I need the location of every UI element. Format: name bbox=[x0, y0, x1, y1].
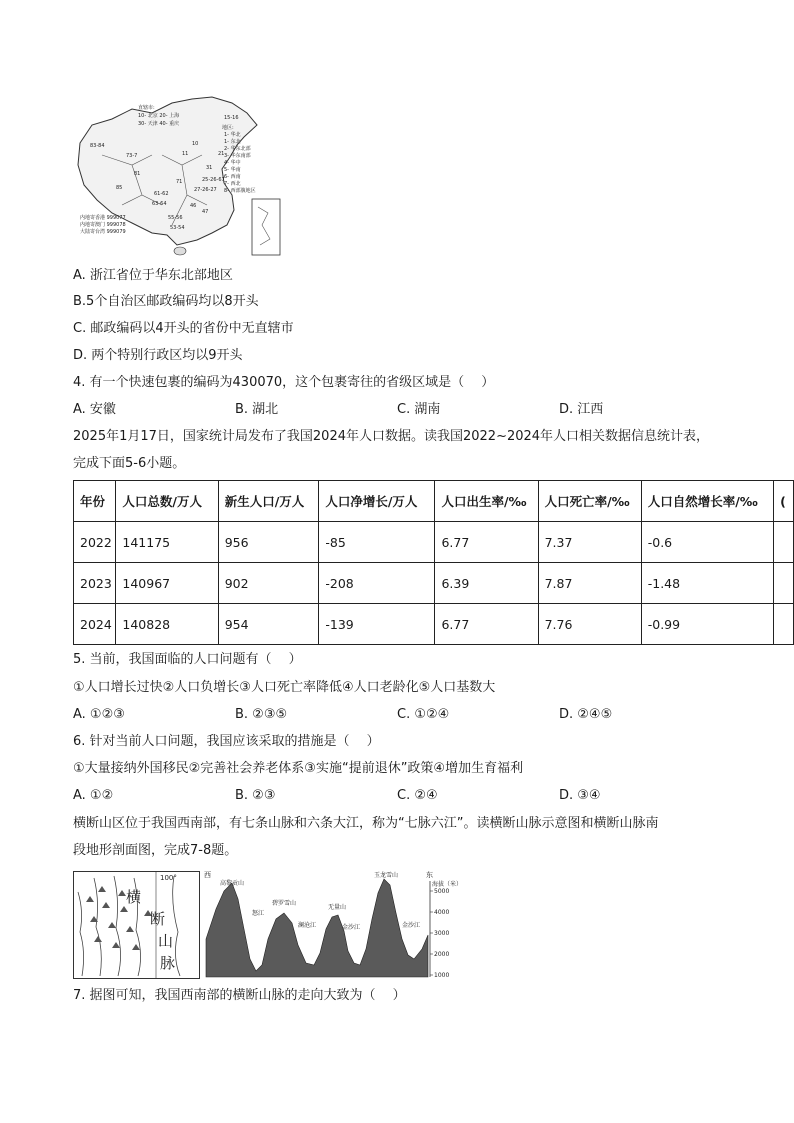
q3-option-a: A. 浙江省位于华东北部地区 bbox=[73, 268, 233, 283]
q5-option-c: C. ①②④ bbox=[397, 707, 450, 722]
svg-text:21: 21 bbox=[218, 151, 225, 157]
q3-option-c: C. 邮政编码以4开头的省份中无直辖市 bbox=[73, 321, 294, 336]
label-heng: 横 bbox=[126, 888, 142, 906]
label-shan: 山 bbox=[158, 932, 174, 950]
svg-text:大陆寄台湾 999079: 大陆寄台湾 999079 bbox=[80, 229, 126, 235]
table-cell: -85 bbox=[319, 522, 435, 563]
tick-label: 2000 bbox=[434, 951, 450, 958]
table-cell: -1.48 bbox=[641, 563, 773, 604]
label-mai: 脉 bbox=[160, 954, 176, 972]
peak-label-gaoligong: 高黎贡山 bbox=[220, 880, 245, 887]
tick-label: 3000 bbox=[434, 930, 450, 937]
q6-option-d: D. ③④ bbox=[559, 788, 601, 803]
svg-text:61-62: 61-62 bbox=[154, 191, 169, 197]
legend-cities-title: 直辖市: bbox=[138, 105, 155, 111]
terrain-profile-svg bbox=[202, 869, 464, 981]
svg-text:81: 81 bbox=[134, 171, 141, 177]
intro-5-6-line1: 2025年1月17日，国家统计局发布了我国2024年人口数据。读我国2022~2024年人口相关数据信息统计表， bbox=[73, 429, 710, 444]
svg-text:55-56: 55-56 bbox=[168, 215, 183, 221]
table-cell: 2022 bbox=[74, 522, 116, 563]
table-header: 年份 bbox=[74, 481, 116, 522]
river-label-jinsha-2: 金沙江 bbox=[402, 922, 421, 929]
west-label: 西 bbox=[204, 871, 211, 879]
table-header: 人口总数/万人 bbox=[116, 481, 218, 522]
table-cell: 140967 bbox=[116, 563, 218, 604]
svg-text:83-84: 83-84 bbox=[90, 143, 105, 149]
table-row bbox=[74, 563, 794, 604]
svg-text:63-64: 63-64 bbox=[152, 201, 167, 207]
river-label-jinsha-1: 金沙江 bbox=[342, 924, 361, 931]
table-cell: -0.99 bbox=[641, 604, 773, 645]
svg-text:15-16: 15-16 bbox=[224, 115, 239, 121]
table-cell: 140828 bbox=[116, 604, 218, 645]
terrain-profile bbox=[202, 869, 464, 981]
table-cell: 7.76 bbox=[538, 604, 641, 645]
river-label-nujiang: 怒江 bbox=[252, 910, 265, 917]
hengduan-map bbox=[73, 871, 200, 979]
svg-text:71: 71 bbox=[176, 179, 183, 185]
table-cell: 6.77 bbox=[435, 522, 538, 563]
svg-text:73-7: 73-7 bbox=[126, 153, 138, 159]
peak-label-yulong: 玉龙雪山 bbox=[374, 872, 399, 879]
svg-text:11: 11 bbox=[182, 151, 189, 157]
q4-option-d: D. 江西 bbox=[559, 402, 604, 417]
table-row bbox=[74, 522, 794, 563]
svg-text:47: 47 bbox=[202, 209, 209, 215]
altitude-axis-title: 海拔（米） bbox=[432, 881, 463, 888]
table-cell: 954 bbox=[218, 604, 319, 645]
table-row bbox=[74, 604, 794, 645]
legend-cities-line2: 30- 天津 40- 重庆 bbox=[138, 121, 180, 127]
table-header: 人口死亡率/‰ bbox=[538, 481, 641, 522]
table-cell bbox=[774, 522, 794, 563]
intro-7-8-line2: 段地形剖面图，完成7-8题。 bbox=[73, 843, 238, 858]
q5-option-b: B. ②③⑤ bbox=[235, 707, 288, 722]
svg-text:6- 西南: 6- 西南 bbox=[224, 174, 241, 180]
tick-label: 5000 bbox=[434, 888, 450, 895]
table-cell bbox=[774, 604, 794, 645]
q4-option-b: B. 湖北 bbox=[235, 402, 279, 417]
q5-items: ①人口增长过快②人口负增长③人口死亡率降低④人口老龄化⑤人口基数大 bbox=[73, 680, 496, 695]
tick-label: 1000 bbox=[434, 972, 450, 979]
china-map-svg bbox=[72, 95, 288, 261]
svg-text:8- 西部腹地区: 8- 西部腹地区 bbox=[224, 188, 256, 194]
svg-text:53-54: 53-54 bbox=[170, 225, 185, 231]
svg-text:7- 西北: 7- 西北 bbox=[224, 181, 241, 187]
table-cell: 902 bbox=[218, 563, 319, 604]
table-cell: 6.39 bbox=[435, 563, 538, 604]
tick-label: 4000 bbox=[434, 909, 450, 916]
table-header-row bbox=[74, 481, 794, 522]
q3-option-b: B.5个自治区邮政编码均以8开头 bbox=[73, 294, 259, 309]
east-label: 东 bbox=[426, 871, 433, 879]
svg-text:85: 85 bbox=[116, 185, 123, 191]
table-cell bbox=[774, 563, 794, 604]
svg-text:1- 东北: 1- 东北 bbox=[224, 139, 241, 145]
svg-text:31: 31 bbox=[206, 165, 213, 171]
q6-option-a: A. ①② bbox=[73, 788, 114, 803]
label-duan: 断 bbox=[150, 910, 166, 928]
peak-label-biluo: 碧罗雪山 bbox=[272, 900, 297, 907]
intro-5-6-line2: 完成下面5-6小题。 bbox=[73, 456, 186, 471]
table-cell: -139 bbox=[319, 604, 435, 645]
table-cell: 2024 bbox=[74, 604, 116, 645]
table-cell: -0.6 bbox=[641, 522, 773, 563]
svg-text:27-26-27: 27-26-27 bbox=[194, 187, 217, 193]
svg-text:2- 华东北部: 2- 华东北部 bbox=[224, 146, 251, 152]
q5-stem: 5. 当前，我国面临的人口问题有（ ） bbox=[73, 652, 302, 667]
table-header: 人口净增长/万人 bbox=[319, 481, 435, 522]
q5-option-a: A. ①②③ bbox=[73, 707, 125, 722]
q7-stem: 7. 据图可知，我国西南部的横断山脉的走向大致为（ ） bbox=[73, 988, 406, 1003]
svg-text:1- 华北: 1- 华北 bbox=[224, 132, 241, 138]
svg-text:地区:: 地区: bbox=[222, 125, 234, 131]
peak-label-wuliang: 无量山 bbox=[328, 904, 347, 911]
svg-text:5- 华南: 5- 华南 bbox=[224, 167, 241, 173]
table-cell: 7.87 bbox=[538, 563, 641, 604]
q4-stem: 4. 有一个快速包裹的编码为430070，这个包裹寄往的省级区域是（ ） bbox=[73, 375, 495, 390]
table-cell: -208 bbox=[319, 563, 435, 604]
svg-text:25-26-67: 25-26-67 bbox=[202, 177, 225, 183]
terrain-silhouette bbox=[206, 879, 428, 977]
table-header: 人口出生率/‰ bbox=[435, 481, 538, 522]
table-cell: 141175 bbox=[116, 522, 218, 563]
table-header: ( bbox=[774, 481, 794, 522]
table-cell: 7.37 bbox=[538, 522, 641, 563]
table-header: 新生人口/万人 bbox=[218, 481, 319, 522]
q3-option-d: D. 两个特别行政区均以9开头 bbox=[73, 348, 243, 363]
q6-items: ①大量接纳外国移民②完善社会养老体系③实施“提前退休”政策④增加生育福利 bbox=[73, 761, 524, 776]
svg-text:内地寄澳门 999078: 内地寄澳门 999078 bbox=[80, 222, 126, 228]
svg-text:46: 46 bbox=[190, 203, 197, 209]
q4-option-c: C. 湖南 bbox=[397, 402, 441, 417]
meridian-label: 100° bbox=[160, 874, 177, 882]
q6-option-c: C. ②④ bbox=[397, 788, 438, 803]
svg-text:10: 10 bbox=[192, 141, 199, 147]
svg-text:内地寄香港 999077: 内地寄香港 999077 bbox=[80, 215, 126, 221]
river-label-lancang: 澜沧江 bbox=[298, 922, 317, 929]
intro-7-8-line1: 横断山区位于我国西南部，有七条山脉和六条大江，称为“七脉六江”。读横断山脉示意图和横断山脉南 bbox=[73, 816, 659, 831]
table-cell: 956 bbox=[218, 522, 319, 563]
table-cell: 6.77 bbox=[435, 604, 538, 645]
q5-option-d: D. ②④⑤ bbox=[559, 707, 613, 722]
q6-stem: 6. 针对当前人口问题，我国应该采取的措施是（ ） bbox=[73, 734, 380, 749]
svg-text:3- 华东南部: 3- 华东南部 bbox=[224, 153, 251, 159]
svg-text:4- 华中: 4- 华中 bbox=[224, 160, 241, 166]
table-header: 人口自然增长率/‰ bbox=[641, 481, 773, 522]
q6-option-b: B. ②③ bbox=[235, 788, 276, 803]
legend-cities-line1: 10- 北京 20- 上海 bbox=[138, 113, 180, 119]
population-table bbox=[73, 480, 794, 645]
table-cell: 2023 bbox=[74, 563, 116, 604]
china-postal-map bbox=[72, 95, 288, 261]
q4-option-a: A. 安徽 bbox=[73, 402, 116, 417]
hengduan-map-svg bbox=[74, 872, 199, 978]
